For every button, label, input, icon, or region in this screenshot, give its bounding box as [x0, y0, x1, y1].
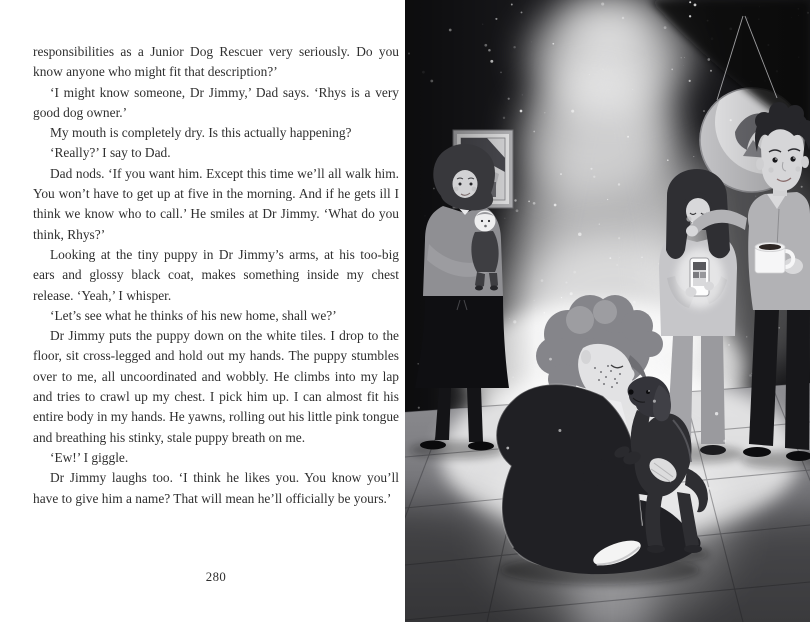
paragraph: Dr Jimmy puts the puppy down on the white tiles. I drop to the floor, sit cross-legged and hold out my hands. The puppy stumbles over to me, all uncoordinated and wobbly. He climbs into my lap and tries to crawl up my chest. I pick him up. I can almost fit his entire body in my hands. He yawns, rolling out his little pink tongue and breathing his stinky, stale puppy breath on me.	[33, 328, 399, 445]
paragraph: ‘I might know someone, Dr Jimmy,’ Dad says. ‘Rhys is a very good dog owner.’	[33, 84, 399, 120]
book-illustration	[405, 0, 810, 622]
paragraph: Dr Jimmy laughs too. ‘I think he likes you. You know you’ll have to give him a name? That will mean he’ll officially be yours.’	[33, 470, 399, 506]
paragraph: ‘Let’s see what he thinks of his new home, shall we?’	[50, 307, 337, 323]
paragraph: Dad nods. ‘If you want him. Except this time we’ll all walk him. You won’t have to get up at five in the morning. And if he gets ill I think we know who to call.’ He smiles at Dr Jimmy. ‘What do you think, Rhys?’	[33, 165, 399, 242]
story-text	[33, 42, 399, 509]
paragraph: My mouth is completely dry. Is this actually happening?	[50, 125, 352, 141]
page-number: 280	[205, 570, 227, 584]
paragraph: ‘Ew!’ I giggle.	[50, 449, 129, 465]
paragraph: ‘Really?’ I say to Dad.	[50, 145, 171, 161]
paragraph: responsibilities as a Junior Dog Rescuer very seriously. Do you know anyone who might fit that description?’	[33, 44, 399, 80]
paragraph: Looking at the tiny puppy in Dr Jimmy’s arms, at his too-big ears and glossy black coat, makes something inside my chest release. ‘Yeah,’ I whisper.	[33, 246, 399, 303]
